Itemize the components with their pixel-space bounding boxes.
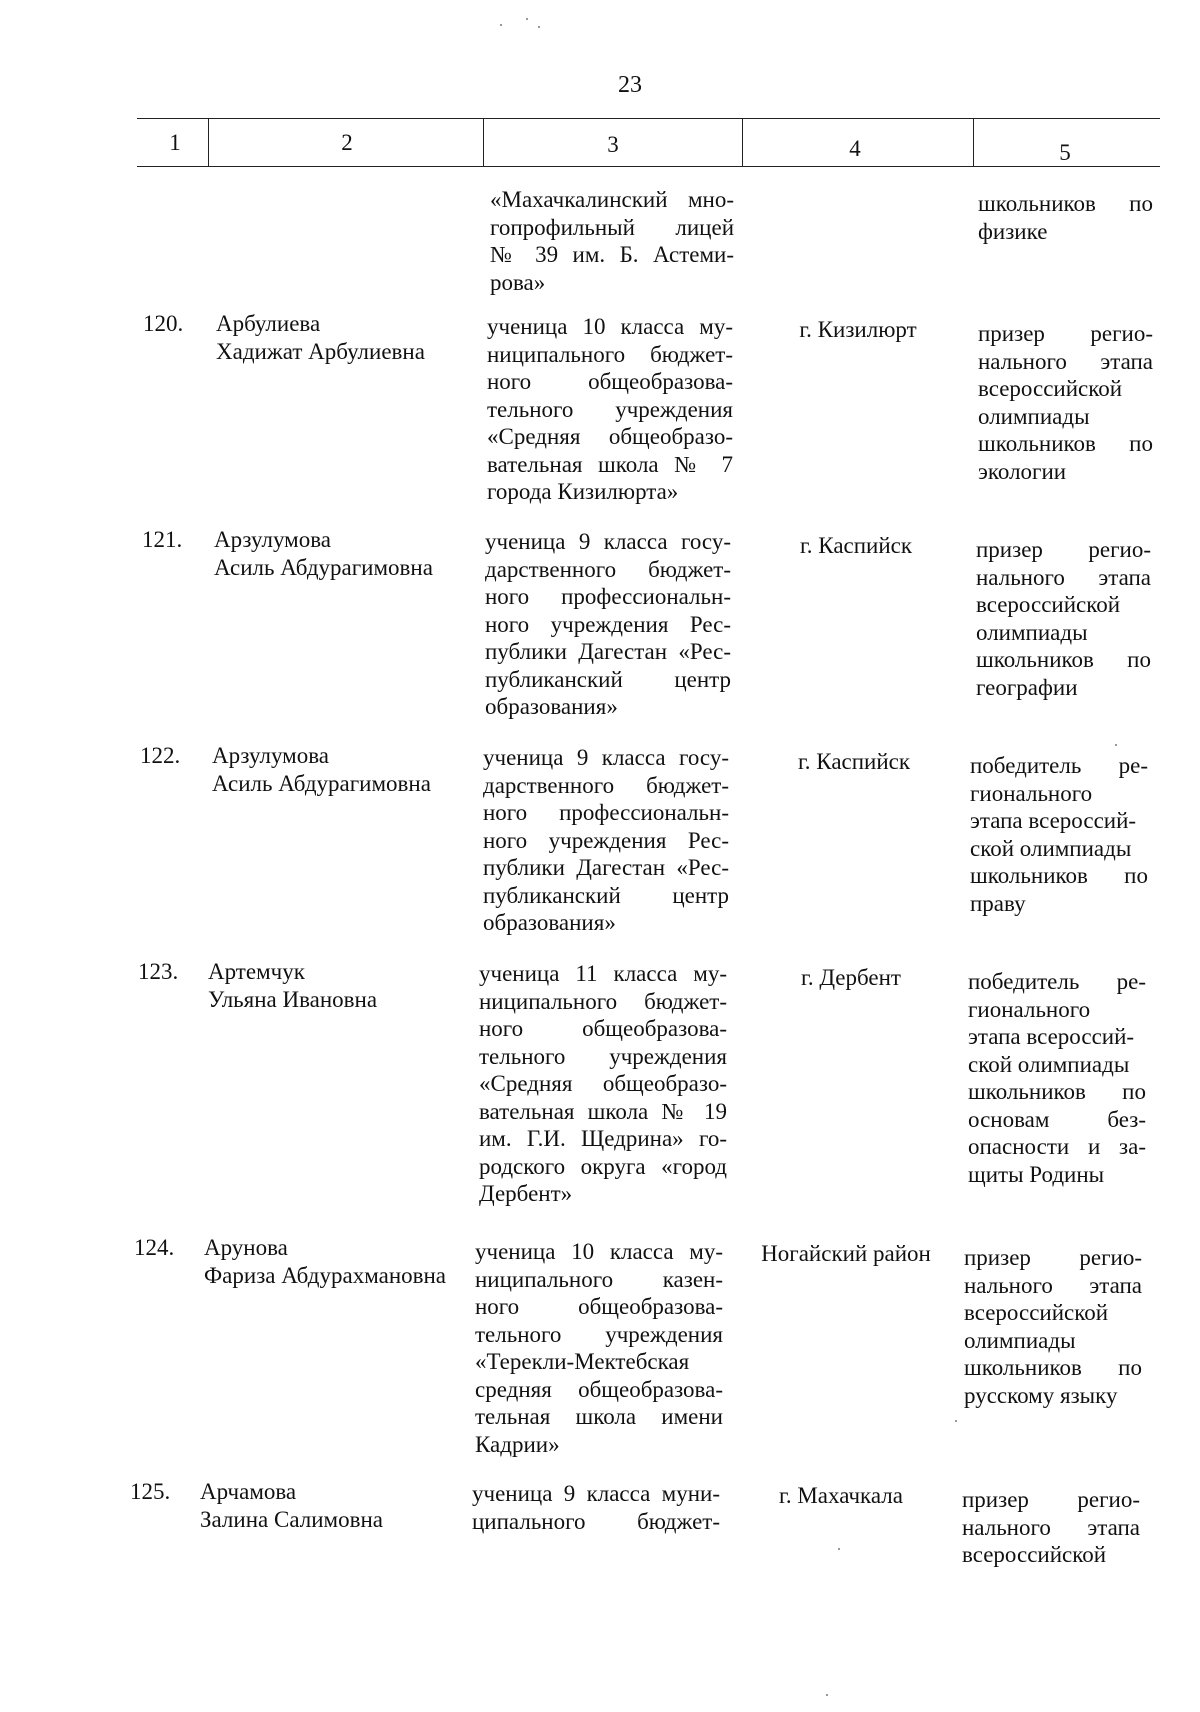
text-line: нального этапа [964,1272,1142,1298]
scan-speck [1115,744,1117,746]
text-line: школьников по [976,647,1151,672]
location: г. Махачкала [779,1483,903,1508]
text-line: школьников по [968,1079,1146,1104]
text-line: олимпиады [978,403,1090,429]
achievement [968,968,1146,1188]
student-name [204,1234,474,1289]
text-line: ученица 11 класса му- [479,961,727,986]
row-number: 120. [143,311,184,336]
text-line: ниципального казен- [475,1266,723,1292]
location: г. Дербент [801,965,901,990]
text-line: призер регио- [976,537,1151,562]
text-line: призер регио- [978,321,1153,346]
text-line: ного общеобразова- [479,1016,727,1041]
student-name [216,310,478,365]
text-line: Арзулумова [212,743,329,768]
text-line: ученица 10 класса му- [487,314,733,339]
text-line: победитель ре- [970,753,1148,778]
row-number: 125. [130,1479,171,1504]
header-divider-3 [742,119,743,167]
text-line: школьников по [978,191,1153,216]
text-line: ученица 9 класса муни- [472,1481,720,1506]
text-line: ного общеобразова- [487,369,733,394]
text-line: ципального бюджет- [472,1508,720,1534]
page-number: 23 [618,72,642,98]
text-line: гопрофильный лицей [490,214,734,240]
achievement [962,1486,1140,1569]
header-col-5: 5 [1059,140,1071,165]
text-line: щиты Родины [968,1161,1105,1187]
text-line: гионального [968,996,1091,1022]
text-line: публики Дагестан «Рес- [483,855,729,880]
text-line: публиканский центр [483,882,729,908]
text-line: Залина Салимовна [200,1506,383,1532]
institution [483,744,729,937]
row-number: 124. [134,1235,175,1260]
text-line: «Средняя общеобразо- [479,1071,727,1096]
location: г. Кизилюрт [799,317,917,342]
row-number: 123. [138,959,179,984]
text-line: нального этапа [976,564,1151,590]
text-line: этапа всероссий- [970,808,1137,833]
institution [479,960,727,1208]
text-line: тельного учреждения [479,1043,727,1069]
text-line: ской олимпиады [970,835,1132,861]
text-line: всероссийской [964,1300,1109,1325]
text-line: образования» [485,694,618,719]
header-col-4: 4 [849,136,861,161]
text-line: ного профессиональн- [485,584,731,609]
text-line: всероссийской [962,1542,1107,1567]
text-line: ного учреждения Рес- [485,611,731,637]
text-line: вательная школа № 19 [479,1098,727,1124]
location: Ногайский район [761,1241,931,1266]
text-line: ниципального бюджет- [479,988,727,1014]
text-line: ученица 10 класса му- [475,1239,723,1264]
text-line: Арбулиева [216,311,321,336]
text-line: ного учреждения Рес- [483,827,729,853]
text-line: публиканский центр [485,666,731,692]
text-line: Дербент» [479,1181,573,1206]
text-line: № 39 им. Б. Астеми- [490,242,734,267]
text-line: этапа всероссий- [968,1024,1135,1049]
text-line: ской олимпиады [968,1051,1130,1077]
row-number: 121. [142,527,183,552]
text-line: школьников по [964,1355,1142,1380]
scan-speck [500,24,502,26]
text-line: «Средняя общеобразо- [487,424,733,449]
text-line: победитель ре- [968,969,1146,994]
institution [487,313,733,506]
text-line: Арзулумова [214,527,331,552]
achievement [976,536,1151,701]
header-bottom-border [137,166,1160,167]
text-line: ниципального бюджет- [487,341,733,367]
header-col-3: 3 [607,132,619,157]
text-line: всероссийской [976,592,1121,617]
text-line: физике [978,218,1048,244]
scan-speck [826,1694,828,1696]
continuation-achievement [978,190,1153,245]
text-line: ученица 9 класса госу- [483,745,729,770]
achievement [964,1244,1142,1409]
header-col-2: 2 [341,130,353,155]
text-line: Арчамова [200,1479,297,1504]
text-line: дарственного бюджет- [483,772,729,798]
achievement [970,752,1148,917]
text-line: Асиль Абдурагимовна [212,770,431,796]
text-line: школьников по [978,431,1153,456]
text-line: призер регио- [962,1487,1140,1512]
text-line: «Терекли-Мектебская [475,1349,690,1374]
text-line: олимпиады [964,1327,1076,1353]
text-line: гионального [970,780,1093,806]
text-line: нального этапа [978,348,1153,374]
text-line: ного общеобразова- [475,1294,723,1319]
location: г. Каспийск [799,533,913,558]
text-line: олимпиады [976,619,1088,645]
text-line: призер регио- [964,1245,1142,1270]
institution [485,528,731,721]
continuation-institution [490,186,734,296]
scan-speck [538,26,540,28]
text-line: вательная школа № 7 [487,451,733,477]
text-line: города Кизилюрта» [487,479,679,504]
text-line: «Махачкалинский мно- [490,187,734,212]
location: г. Каспийск [797,749,911,774]
text-line: тельного учреждения [487,396,733,422]
text-line: им. Г.И. Щедрина» го- [479,1126,727,1151]
header-divider-2 [483,119,484,167]
text-line: школьников по [970,863,1148,888]
text-line: основам без- [968,1106,1146,1132]
row-number: 122. [140,743,181,768]
institution [472,1480,720,1535]
text-line: экологии [978,458,1067,484]
text-line: Кадрии» [475,1431,560,1457]
text-line: Фариза Абдурахмановна [204,1262,447,1288]
text-line: ученица 9 класса госу- [485,529,731,554]
header-top-border [137,118,1160,119]
text-line: Артемчук [208,959,305,984]
text-line: Арунова [204,1235,288,1260]
text-line: рова» [490,269,546,295]
scan-speck [526,18,528,20]
text-line: опасности и за- [968,1134,1146,1159]
header-divider-4 [973,119,974,167]
text-line: географии [976,674,1078,700]
scan-speck [838,1548,840,1550]
student-name [200,1478,462,1533]
text-line: ного профессиональн- [483,800,729,825]
student-name [208,958,470,1013]
text-line: дарственного бюджет- [485,556,731,582]
text-line: родского округа «город [479,1153,727,1179]
text-line: всероссийской [978,376,1123,401]
student-name [214,526,476,581]
achievement [978,320,1153,485]
text-line: тельная школа имени [475,1404,723,1429]
header-divider-1 [208,119,209,167]
text-line: Хадижат Арбулиевна [216,338,425,364]
text-line: праву [970,890,1026,916]
text-line: Асиль Абдурагимовна [214,554,433,580]
text-line: публики Дагестан «Рес- [485,639,731,664]
header-col-1: 1 [169,130,181,155]
text-line: образования» [483,910,616,935]
scan-speck [955,1420,957,1422]
text-line: нального этапа [962,1514,1140,1540]
text-line: средняя общеобразова- [475,1376,723,1402]
text-line: русскому языку [964,1382,1118,1408]
text-line: Ульяна Ивановна [208,986,378,1012]
institution [475,1238,723,1458]
student-name [212,742,474,797]
text-line: тельного учреждения [475,1321,723,1347]
